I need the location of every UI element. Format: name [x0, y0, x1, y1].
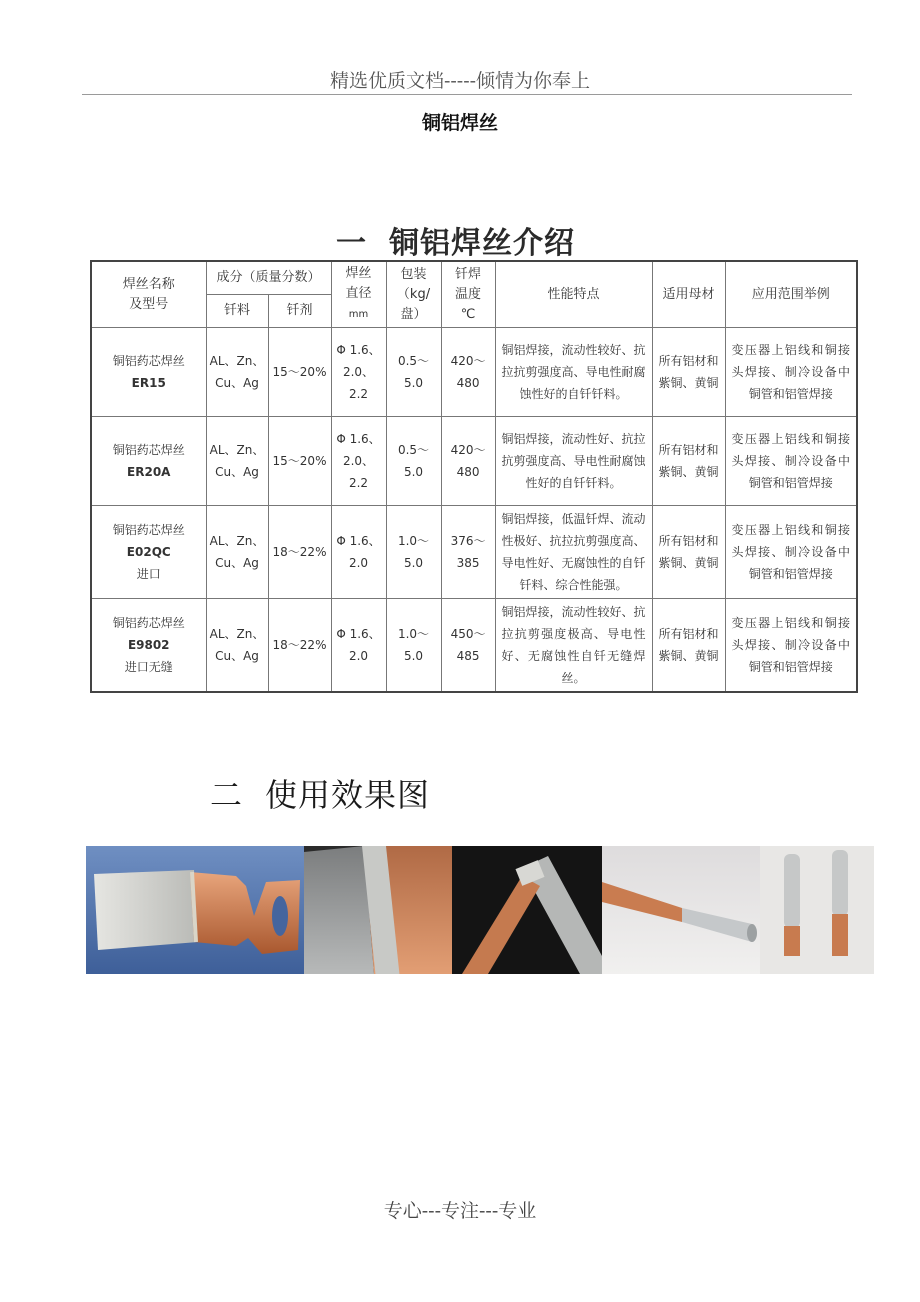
cell-features: 铜铝焊接，低温钎焊、流动性极好、抗拉抗剪强度高、导电性好、无腐蚀性的自钎钎料、综合性能强。	[495, 506, 652, 599]
header-package-line3: 盘）	[400, 306, 427, 322]
header-flux: 钎剂	[268, 295, 331, 328]
cell-apps: 变压器上铝线和铜接头焊接、制冷设备中铜管和铝管焊接	[725, 506, 857, 599]
wire-grade: ER20A	[127, 465, 171, 479]
section-title: 使用效果图	[265, 776, 431, 814]
wire-origin: 进口	[136, 567, 161, 581]
cell-solder: AL、Zn、Cu、Ag	[206, 328, 268, 417]
table-row	[91, 599, 857, 693]
header-package-line2: （kg/	[396, 286, 431, 302]
header-composition: 成分（质量分数）	[206, 261, 331, 295]
page-header: 精选优质文档-----倾情为你奉上	[329, 70, 591, 92]
cell-features: 铜铝焊接，流动性较好、抗拉抗剪强度高、导电性耐腐蚀性好的自钎钎料。	[495, 328, 652, 417]
cell-flux: 15～20%	[268, 417, 331, 506]
cell-name	[91, 328, 206, 417]
photo-terminal-pins	[760, 846, 874, 974]
cell-features: 铜铝焊接，流动性较好、抗拉抗剪强度极高、导电性好、无腐蚀性自钎无缝焊丝。	[495, 599, 652, 693]
cell-apps: 变压器上铝线和铜接头焊接、制冷设备中铜管和铝管焊接	[725, 328, 857, 417]
page-footer: 专心---专注---专业	[383, 1200, 537, 1222]
cell-package: 1.0～5.0	[386, 599, 441, 693]
cell-temp: 376～385	[441, 506, 495, 599]
photo-copper-aluminum-lug	[86, 846, 304, 974]
header-package-line1: 包装	[400, 266, 427, 282]
header-temp-line2: 温度	[455, 286, 482, 302]
table-row	[91, 417, 857, 506]
photo-tube-joint	[602, 846, 760, 974]
cell-apps: 变压器上铝线和铜接头焊接、制冷设备中铜管和铝管焊接	[725, 417, 857, 506]
header-name-line2: 及型号	[129, 296, 169, 312]
wire-origin: 进口无缝	[124, 660, 173, 674]
header-base: 适用母材	[652, 261, 725, 328]
cell-flux: 18～22%	[268, 506, 331, 599]
header-diameter-unit: mm	[348, 309, 369, 320]
wire-name: 铜铝药芯焊丝	[112, 616, 185, 630]
cell-package: 0.5～5.0	[386, 328, 441, 417]
photo-weld-seam	[304, 846, 452, 974]
cell-base: 所有铝材和紫铜、黄铜	[652, 328, 725, 417]
table-header-row	[91, 261, 857, 295]
header-name-line1: 焊丝名称	[122, 276, 175, 292]
section-number: 一	[336, 226, 367, 261]
cell-base: 所有铝材和紫铜、黄铜	[652, 506, 725, 599]
cell-flux: 18～22%	[268, 599, 331, 693]
cell-name	[91, 506, 206, 599]
header-apps: 应用范围举例	[725, 261, 857, 328]
header-diameter-line2: 直径	[345, 286, 372, 301]
cell-base: 所有铝材和紫铜、黄铜	[652, 599, 725, 693]
header-temp-unit: ℃	[460, 306, 476, 322]
wire-grade: E9802	[127, 638, 170, 652]
cell-solder: AL、Zn、Cu、Ag	[206, 506, 268, 599]
cell-name	[91, 599, 206, 693]
section-heading-results	[210, 770, 430, 816]
document-title: 铜铝焊丝	[421, 112, 498, 134]
cell-package: 0.5～5.0	[386, 417, 441, 506]
wire-name: 铜铝药芯焊丝	[112, 443, 185, 457]
header-features: 性能特点	[495, 261, 652, 328]
header-name	[91, 261, 206, 328]
cell-base: 所有铝材和紫铜、黄铜	[652, 417, 725, 506]
photo-bar-joint	[452, 846, 602, 974]
wire-name: 铜铝药芯焊丝	[112, 354, 185, 368]
section-number: 二	[210, 776, 244, 814]
wire-grade: ER15	[131, 376, 166, 390]
section-heading-intro	[336, 218, 575, 262]
cell-package: 1.0～5.0	[386, 506, 441, 599]
header-diameter-line1: 焊丝	[345, 266, 372, 281]
cell-solder: AL、Zn、Cu、Ag	[206, 599, 268, 693]
cell-diameter: Φ 1.6、2.0	[331, 599, 386, 693]
cell-diameter: Φ 1.6、2.0	[331, 506, 386, 599]
header-package	[386, 261, 441, 328]
result-photo-strip	[86, 846, 874, 974]
wire-grade: E02QC	[126, 545, 171, 559]
header-solder: 钎料	[206, 295, 268, 328]
section-title: 铜铝焊丝介绍	[389, 226, 575, 261]
cell-features: 铜铝焊接，流动性好、抗拉抗剪强度高、导电性耐腐蚀性好的自钎钎料。	[495, 417, 652, 506]
cell-solder: AL、Zn、Cu、Ag	[206, 417, 268, 506]
cell-flux: 15～20%	[268, 328, 331, 417]
spec-table	[90, 260, 858, 693]
header-temp	[441, 261, 495, 328]
cell-temp: 450～485	[441, 599, 495, 693]
cell-diameter: Φ 1.6、2.0、2.2	[331, 417, 386, 506]
cell-diameter: Φ 1.6、2.0、2.2	[331, 328, 386, 417]
wire-name: 铜铝药芯焊丝	[112, 523, 185, 537]
header-diameter	[331, 261, 386, 328]
table-row	[91, 328, 857, 417]
cell-apps: 变压器上铝线和铜接头焊接、制冷设备中铜管和铝管焊接	[725, 599, 857, 693]
header-temp-line1: 钎焊	[455, 266, 482, 282]
cell-temp: 420～480	[441, 328, 495, 417]
table-row	[91, 506, 857, 599]
header-rule	[82, 94, 852, 95]
cell-name	[91, 417, 206, 506]
cell-temp: 420～480	[441, 417, 495, 506]
